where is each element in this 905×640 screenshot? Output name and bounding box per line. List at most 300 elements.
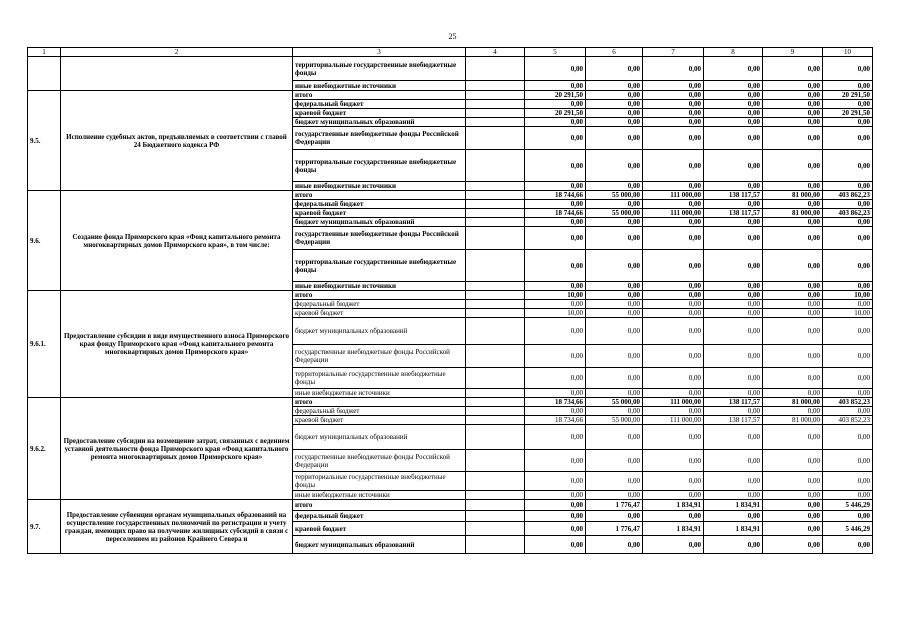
funding-source: государственные внебюджетные фонды Российской Федерации xyxy=(293,450,466,472)
amount-cell: 0,00 xyxy=(643,218,704,227)
amount-cell: 0,00 xyxy=(586,472,643,491)
amount-cell: 0,00 xyxy=(643,291,704,300)
amount-cell: 0,00 xyxy=(525,250,586,282)
amount-cell: 0,00 xyxy=(643,472,704,491)
amount-cell: 81 000,00 xyxy=(763,191,823,200)
amount-cell: 0,00 xyxy=(643,389,704,398)
empty-cell xyxy=(466,511,525,522)
amount-cell: 0,00 xyxy=(823,450,873,472)
empty-cell xyxy=(466,81,525,91)
item-name: Создание фонда Приморского края «Фонд капитального ремонта многоквартирных домов Приморского края», в том числе: xyxy=(61,191,293,291)
amount-cell: 0,00 xyxy=(763,100,823,109)
amount-cell: 0,00 xyxy=(525,368,586,389)
amount-cell: 0,00 xyxy=(586,309,643,318)
funding-source: федеральный бюджет xyxy=(293,300,466,309)
empty-cell xyxy=(466,300,525,309)
amount-cell: 0,00 xyxy=(586,450,643,472)
amount-cell: 1 834,91 xyxy=(643,500,704,511)
amount-cell: 0,00 xyxy=(763,118,823,127)
amount-cell: 0,00 xyxy=(704,389,763,398)
funding-source: иные внебюджетные источники xyxy=(293,182,466,191)
amount-cell: 0,00 xyxy=(525,300,586,309)
amount-cell: 0,00 xyxy=(763,407,823,416)
column-header: 7 xyxy=(643,48,704,57)
amount-cell: 0,00 xyxy=(643,100,704,109)
amount-cell: 111 000,00 xyxy=(643,209,704,218)
amount-cell: 0,00 xyxy=(525,81,586,91)
amount-cell: 111 000,00 xyxy=(643,398,704,407)
amount-cell: 0,00 xyxy=(704,127,763,150)
amount-cell: 0,00 xyxy=(763,227,823,250)
amount-cell: 0,00 xyxy=(763,536,823,554)
amount-cell: 0,00 xyxy=(823,491,873,500)
funding-source: бюджет муниципальных образований xyxy=(293,536,466,554)
amount-cell: 20 291,50 xyxy=(525,109,586,118)
amount-cell: 111 000,00 xyxy=(643,416,704,425)
amount-cell: 0,00 xyxy=(525,182,586,191)
funding-source: краевой бюджет xyxy=(293,416,466,425)
amount-cell: 0,00 xyxy=(763,522,823,536)
amount-cell: 0,00 xyxy=(704,318,763,345)
amount-cell: 0,00 xyxy=(586,511,643,522)
amount-cell: 0,00 xyxy=(586,200,643,209)
empty-cell xyxy=(466,209,525,218)
amount-cell: 0,00 xyxy=(823,127,873,150)
funding-source: иные внебюджетные источники xyxy=(293,491,466,500)
amount-cell: 0,00 xyxy=(823,218,873,227)
amount-cell: 18 734,66 xyxy=(525,398,586,407)
amount-cell: 0,00 xyxy=(704,511,763,522)
funding-source: государственные внебюджетные фонды Российской Федерации xyxy=(293,345,466,368)
amount-cell: 0,00 xyxy=(704,536,763,554)
empty-cell xyxy=(466,282,525,291)
amount-cell: 0,00 xyxy=(643,300,704,309)
item-name: Предоставление субвенции органам муниципальных образований на осуществление государственных полномочий по регистрации и учету граждан, имеющих право на получение жилищных субсидий в связи с переселением из районов Крайнего Севера и xyxy=(61,500,293,554)
amount-cell: 0,00 xyxy=(823,100,873,109)
table-row xyxy=(28,91,873,100)
empty-cell xyxy=(466,368,525,389)
empty-cell xyxy=(466,100,525,109)
amount-cell: 0,00 xyxy=(586,282,643,291)
amount-cell: 0,00 xyxy=(586,218,643,227)
amount-cell: 1 776,47 xyxy=(586,500,643,511)
amount-cell: 0,00 xyxy=(525,450,586,472)
amount-cell: 0,00 xyxy=(763,511,823,522)
amount-cell: 0,00 xyxy=(823,282,873,291)
amount-cell: 20 291,50 xyxy=(525,91,586,100)
amount-cell: 81 000,00 xyxy=(763,398,823,407)
amount-cell: 0,00 xyxy=(704,182,763,191)
amount-cell: 0,00 xyxy=(586,291,643,300)
amount-cell: 55 000,00 xyxy=(586,398,643,407)
funding-source: краевой бюджет xyxy=(293,309,466,318)
column-header: 4 xyxy=(466,48,525,57)
amount-cell: 0,00 xyxy=(586,182,643,191)
funding-source: краевой бюджет xyxy=(293,109,466,118)
funding-source: территориальные государственные внебюджетные фонды xyxy=(293,150,466,182)
empty-cell xyxy=(466,407,525,416)
amount-cell: 0,00 xyxy=(823,200,873,209)
amount-cell: 0,00 xyxy=(525,491,586,500)
amount-cell: 403 852,23 xyxy=(823,398,873,407)
amount-cell: 0,00 xyxy=(525,425,586,450)
amount-cell: 0,00 xyxy=(823,300,873,309)
header-row xyxy=(28,48,873,57)
funding-source: краевой бюджет xyxy=(293,522,466,536)
amount-cell: 0,00 xyxy=(643,536,704,554)
page-number: 25 xyxy=(448,32,457,41)
amount-cell: 0,00 xyxy=(704,200,763,209)
amount-cell: 0,00 xyxy=(586,300,643,309)
amount-cell: 0,00 xyxy=(643,425,704,450)
amount-cell: 0,00 xyxy=(763,450,823,472)
amount-cell: 0,00 xyxy=(823,250,873,282)
amount-cell: 0,00 xyxy=(643,118,704,127)
amount-cell: 0,00 xyxy=(525,118,586,127)
amount-cell: 0,00 xyxy=(823,472,873,491)
item-number xyxy=(28,57,61,91)
amount-cell: 81 000,00 xyxy=(763,209,823,218)
amount-cell: 0,00 xyxy=(525,318,586,345)
item-name: Предоставление субсидии на возмещение затрат, связанных с ведением уставной деятельности фонда Приморского края «Фонд капитального ремонта многоквартирных домов Приморского края» xyxy=(61,398,293,500)
amount-cell: 55 000,00 xyxy=(586,416,643,425)
amount-cell: 0,00 xyxy=(586,491,643,500)
amount-cell: 0,00 xyxy=(586,425,643,450)
amount-cell: 0,00 xyxy=(704,218,763,227)
table-row xyxy=(28,291,873,300)
amount-cell: 1 834,91 xyxy=(643,522,704,536)
empty-cell xyxy=(466,472,525,491)
amount-cell: 0,00 xyxy=(525,345,586,368)
column-header: 3 xyxy=(293,48,466,57)
amount-cell: 18 734,66 xyxy=(525,416,586,425)
amount-cell: 0,00 xyxy=(586,318,643,345)
amount-cell: 0,00 xyxy=(586,536,643,554)
amount-cell: 0,00 xyxy=(643,368,704,389)
amount-cell: 138 117,57 xyxy=(704,416,763,425)
empty-cell xyxy=(466,318,525,345)
amount-cell: 0,00 xyxy=(586,407,643,416)
amount-cell: 0,00 xyxy=(586,150,643,182)
funding-source: территориальные государственные внебюджетные фонды xyxy=(293,472,466,491)
column-header: 8 xyxy=(704,48,763,57)
amount-cell: 0,00 xyxy=(763,491,823,500)
funding-source: государственные внебюджетные фонды Российской Федерации xyxy=(293,127,466,150)
amount-cell: 55 000,00 xyxy=(586,209,643,218)
column-header: 6 xyxy=(586,48,643,57)
funding-source: иные внебюджетные источники xyxy=(293,389,466,398)
amount-cell: 0,00 xyxy=(525,511,586,522)
empty-cell xyxy=(466,398,525,407)
amount-cell: 0,00 xyxy=(525,218,586,227)
item-name: Предоставление субсидии в виде имущественного взноса Приморского края фонду Приморского края «Фонд капитального ремонта многоквартирных домов Приморского края» xyxy=(61,291,293,398)
empty-cell xyxy=(466,227,525,250)
amount-cell: 0,00 xyxy=(823,318,873,345)
amount-cell: 0,00 xyxy=(763,309,823,318)
amount-cell: 0,00 xyxy=(823,150,873,182)
amount-cell: 0,00 xyxy=(823,407,873,416)
amount-cell: 0,00 xyxy=(823,182,873,191)
amount-cell: 0,00 xyxy=(823,511,873,522)
amount-cell: 18 744,66 xyxy=(525,191,586,200)
amount-cell: 10,00 xyxy=(525,309,586,318)
amount-cell: 0,00 xyxy=(704,368,763,389)
amount-cell: 0,00 xyxy=(823,368,873,389)
amount-cell: 0,00 xyxy=(525,389,586,398)
amount-cell: 0,00 xyxy=(704,118,763,127)
amount-cell: 0,00 xyxy=(823,389,873,398)
amount-cell: 0,00 xyxy=(643,91,704,100)
amount-cell: 0,00 xyxy=(525,150,586,182)
amount-cell: 0,00 xyxy=(704,345,763,368)
empty-cell xyxy=(466,416,525,425)
amount-cell: 0,00 xyxy=(763,500,823,511)
table-row xyxy=(28,191,873,200)
funding-source: федеральный бюджет xyxy=(293,407,466,416)
table-body xyxy=(28,48,873,554)
amount-cell: 0,00 xyxy=(763,282,823,291)
amount-cell: 0,00 xyxy=(643,450,704,472)
amount-cell: 0,00 xyxy=(586,389,643,398)
column-header: 1 xyxy=(28,48,61,57)
amount-cell: 0,00 xyxy=(763,127,823,150)
amount-cell: 0,00 xyxy=(763,300,823,309)
empty-cell xyxy=(466,500,525,511)
amount-cell: 0,00 xyxy=(643,150,704,182)
amount-cell: 0,00 xyxy=(586,127,643,150)
amount-cell: 0,00 xyxy=(704,472,763,491)
empty-cell xyxy=(466,491,525,500)
item-number: 9.6. xyxy=(28,191,61,291)
empty-cell xyxy=(466,536,525,554)
empty-cell xyxy=(466,191,525,200)
amount-cell: 0,00 xyxy=(643,318,704,345)
amount-cell: 0,00 xyxy=(704,150,763,182)
amount-cell: 0,00 xyxy=(643,511,704,522)
amount-cell: 0,00 xyxy=(763,218,823,227)
amount-cell: 0,00 xyxy=(643,345,704,368)
amount-cell: 0,00 xyxy=(823,345,873,368)
item-name xyxy=(61,57,293,91)
item-number: 9.6.1. xyxy=(28,291,61,398)
amount-cell: 0,00 xyxy=(643,127,704,150)
funding-source: итого xyxy=(293,291,466,300)
amount-cell: 0,00 xyxy=(763,200,823,209)
column-header: 5 xyxy=(525,48,586,57)
item-number: 9.6.2. xyxy=(28,398,61,500)
amount-cell: 0,00 xyxy=(586,345,643,368)
item-number: 9.5. xyxy=(28,91,61,191)
amount-cell: 0,00 xyxy=(586,81,643,91)
amount-cell: 0,00 xyxy=(704,491,763,500)
amount-cell: 0,00 xyxy=(763,389,823,398)
budget-table xyxy=(27,47,873,554)
amount-cell: 0,00 xyxy=(643,491,704,500)
funding-source: федеральный бюджет xyxy=(293,511,466,522)
empty-cell xyxy=(466,291,525,300)
amount-cell: 0,00 xyxy=(704,309,763,318)
amount-cell: 20 291,50 xyxy=(823,109,873,118)
amount-cell: 0,00 xyxy=(643,309,704,318)
amount-cell: 0,00 xyxy=(704,100,763,109)
amount-cell: 0,00 xyxy=(823,227,873,250)
amount-cell: 0,00 xyxy=(643,250,704,282)
amount-cell: 0,00 xyxy=(525,522,586,536)
empty-cell xyxy=(466,57,525,81)
amount-cell: 0,00 xyxy=(763,291,823,300)
amount-cell: 0,00 xyxy=(763,345,823,368)
amount-cell: 55 000,00 xyxy=(586,191,643,200)
amount-cell: 0,00 xyxy=(525,536,586,554)
amount-cell: 0,00 xyxy=(763,91,823,100)
funding-source: государственные внебюджетные фонды Российской Федерации xyxy=(293,227,466,250)
amount-cell: 403 862,23 xyxy=(823,191,873,200)
amount-cell: 0,00 xyxy=(763,472,823,491)
amount-cell: 0,00 xyxy=(763,57,823,81)
amount-cell: 0,00 xyxy=(704,57,763,81)
funding-source: иные внебюджетные источники xyxy=(293,81,466,91)
funding-source: итого xyxy=(293,398,466,407)
amount-cell: 0,00 xyxy=(525,100,586,109)
amount-cell: 0,00 xyxy=(763,109,823,118)
item-name: Исполнение судебных актов, предъявляемых в соответствии с главой 24 Бюджетного кодекса РФ xyxy=(61,91,293,191)
amount-cell: 0,00 xyxy=(525,227,586,250)
amount-cell: 0,00 xyxy=(704,91,763,100)
empty-cell xyxy=(466,150,525,182)
funding-source: территориальные государственные внебюджетные фонды xyxy=(293,250,466,282)
funding-source: федеральный бюджет xyxy=(293,200,466,209)
amount-cell: 0,00 xyxy=(704,450,763,472)
item-number: 9.7. xyxy=(28,500,61,554)
amount-cell: 0,00 xyxy=(704,282,763,291)
amount-cell: 0,00 xyxy=(704,291,763,300)
funding-source: краевой бюджет xyxy=(293,209,466,218)
funding-source: бюджет муниципальных образований xyxy=(293,218,466,227)
amount-cell: 0,00 xyxy=(823,425,873,450)
amount-cell: 0,00 xyxy=(704,300,763,309)
amount-cell: 0,00 xyxy=(704,227,763,250)
amount-cell: 5 446,29 xyxy=(823,500,873,511)
amount-cell: 111 000,00 xyxy=(643,191,704,200)
amount-cell: 0,00 xyxy=(586,227,643,250)
amount-cell: 0,00 xyxy=(763,182,823,191)
amount-cell: 0,00 xyxy=(643,200,704,209)
amount-cell: 0,00 xyxy=(586,118,643,127)
empty-cell xyxy=(466,218,525,227)
empty-cell xyxy=(466,345,525,368)
amount-cell: 10,00 xyxy=(823,309,873,318)
amount-cell: 0,00 xyxy=(525,407,586,416)
amount-cell: 20 291,50 xyxy=(823,91,873,100)
amount-cell: 0,00 xyxy=(704,81,763,91)
amount-cell: 0,00 xyxy=(586,57,643,81)
amount-cell: 0,00 xyxy=(704,250,763,282)
amount-cell: 0,00 xyxy=(586,91,643,100)
amount-cell: 1 776,47 xyxy=(586,522,643,536)
funding-source: итого xyxy=(293,500,466,511)
amount-cell: 0,00 xyxy=(704,425,763,450)
amount-cell: 0,00 xyxy=(525,500,586,511)
amount-cell: 0,00 xyxy=(586,109,643,118)
table-row xyxy=(28,500,873,511)
amount-cell: 5 446,29 xyxy=(823,522,873,536)
amount-cell: 1 834,91 xyxy=(704,522,763,536)
empty-cell xyxy=(466,91,525,100)
amount-cell: 0,00 xyxy=(525,282,586,291)
column-header: 9 xyxy=(763,48,823,57)
funding-source: иные внебюджетные источники xyxy=(293,282,466,291)
amount-cell: 0,00 xyxy=(586,250,643,282)
amount-cell: 10,00 xyxy=(525,291,586,300)
amount-cell: 0,00 xyxy=(525,472,586,491)
amount-cell: 0,00 xyxy=(823,57,873,81)
amount-cell: 10,00 xyxy=(823,291,873,300)
amount-cell: 0,00 xyxy=(643,282,704,291)
empty-cell xyxy=(466,200,525,209)
amount-cell: 403 862,23 xyxy=(823,209,873,218)
amount-cell: 0,00 xyxy=(643,109,704,118)
column-header: 2 xyxy=(61,48,293,57)
table-row xyxy=(28,57,873,81)
amount-cell: 0,00 xyxy=(643,407,704,416)
amount-cell: 0,00 xyxy=(763,250,823,282)
funding-source: федеральный бюджет xyxy=(293,100,466,109)
empty-cell xyxy=(466,450,525,472)
amount-cell: 403 852,23 xyxy=(823,416,873,425)
funding-source: бюджет муниципальных образований xyxy=(293,118,466,127)
amount-cell: 0,00 xyxy=(525,200,586,209)
empty-cell xyxy=(466,127,525,150)
amount-cell: 0,00 xyxy=(643,182,704,191)
amount-cell: 0,00 xyxy=(643,227,704,250)
funding-source: итого xyxy=(293,191,466,200)
funding-source: бюджет муниципальных образований xyxy=(293,318,466,345)
table-row xyxy=(28,398,873,407)
empty-cell xyxy=(466,182,525,191)
column-header: 10 xyxy=(823,48,873,57)
empty-cell xyxy=(466,109,525,118)
amount-cell: 0,00 xyxy=(823,536,873,554)
empty-cell xyxy=(466,425,525,450)
empty-cell xyxy=(466,118,525,127)
amount-cell: 0,00 xyxy=(643,57,704,81)
funding-source: бюджет муниципальных образований xyxy=(293,425,466,450)
amount-cell: 0,00 xyxy=(525,127,586,150)
amount-cell: 138 117,57 xyxy=(704,191,763,200)
funding-source: территориальные государственные внебюджетные фонды xyxy=(293,368,466,389)
amount-cell: 0,00 xyxy=(763,318,823,345)
empty-cell xyxy=(466,309,525,318)
empty-cell xyxy=(466,389,525,398)
empty-cell xyxy=(466,250,525,282)
amount-cell: 18 744,66 xyxy=(525,209,586,218)
amount-cell: 0,00 xyxy=(704,407,763,416)
amount-cell: 0,00 xyxy=(763,425,823,450)
amount-cell: 0,00 xyxy=(763,150,823,182)
amount-cell: 138 117,57 xyxy=(704,398,763,407)
amount-cell: 0,00 xyxy=(643,81,704,91)
empty-cell xyxy=(466,522,525,536)
amount-cell: 0,00 xyxy=(525,57,586,81)
amount-cell: 0,00 xyxy=(586,368,643,389)
amount-cell: 0,00 xyxy=(586,100,643,109)
funding-source: итого xyxy=(293,91,466,100)
amount-cell: 0,00 xyxy=(823,118,873,127)
amount-cell: 1 834,91 xyxy=(704,500,763,511)
amount-cell: 0,00 xyxy=(823,81,873,91)
funding-source: территориальные государственные внебюджетные фонды xyxy=(293,57,466,81)
amount-cell: 0,00 xyxy=(704,109,763,118)
